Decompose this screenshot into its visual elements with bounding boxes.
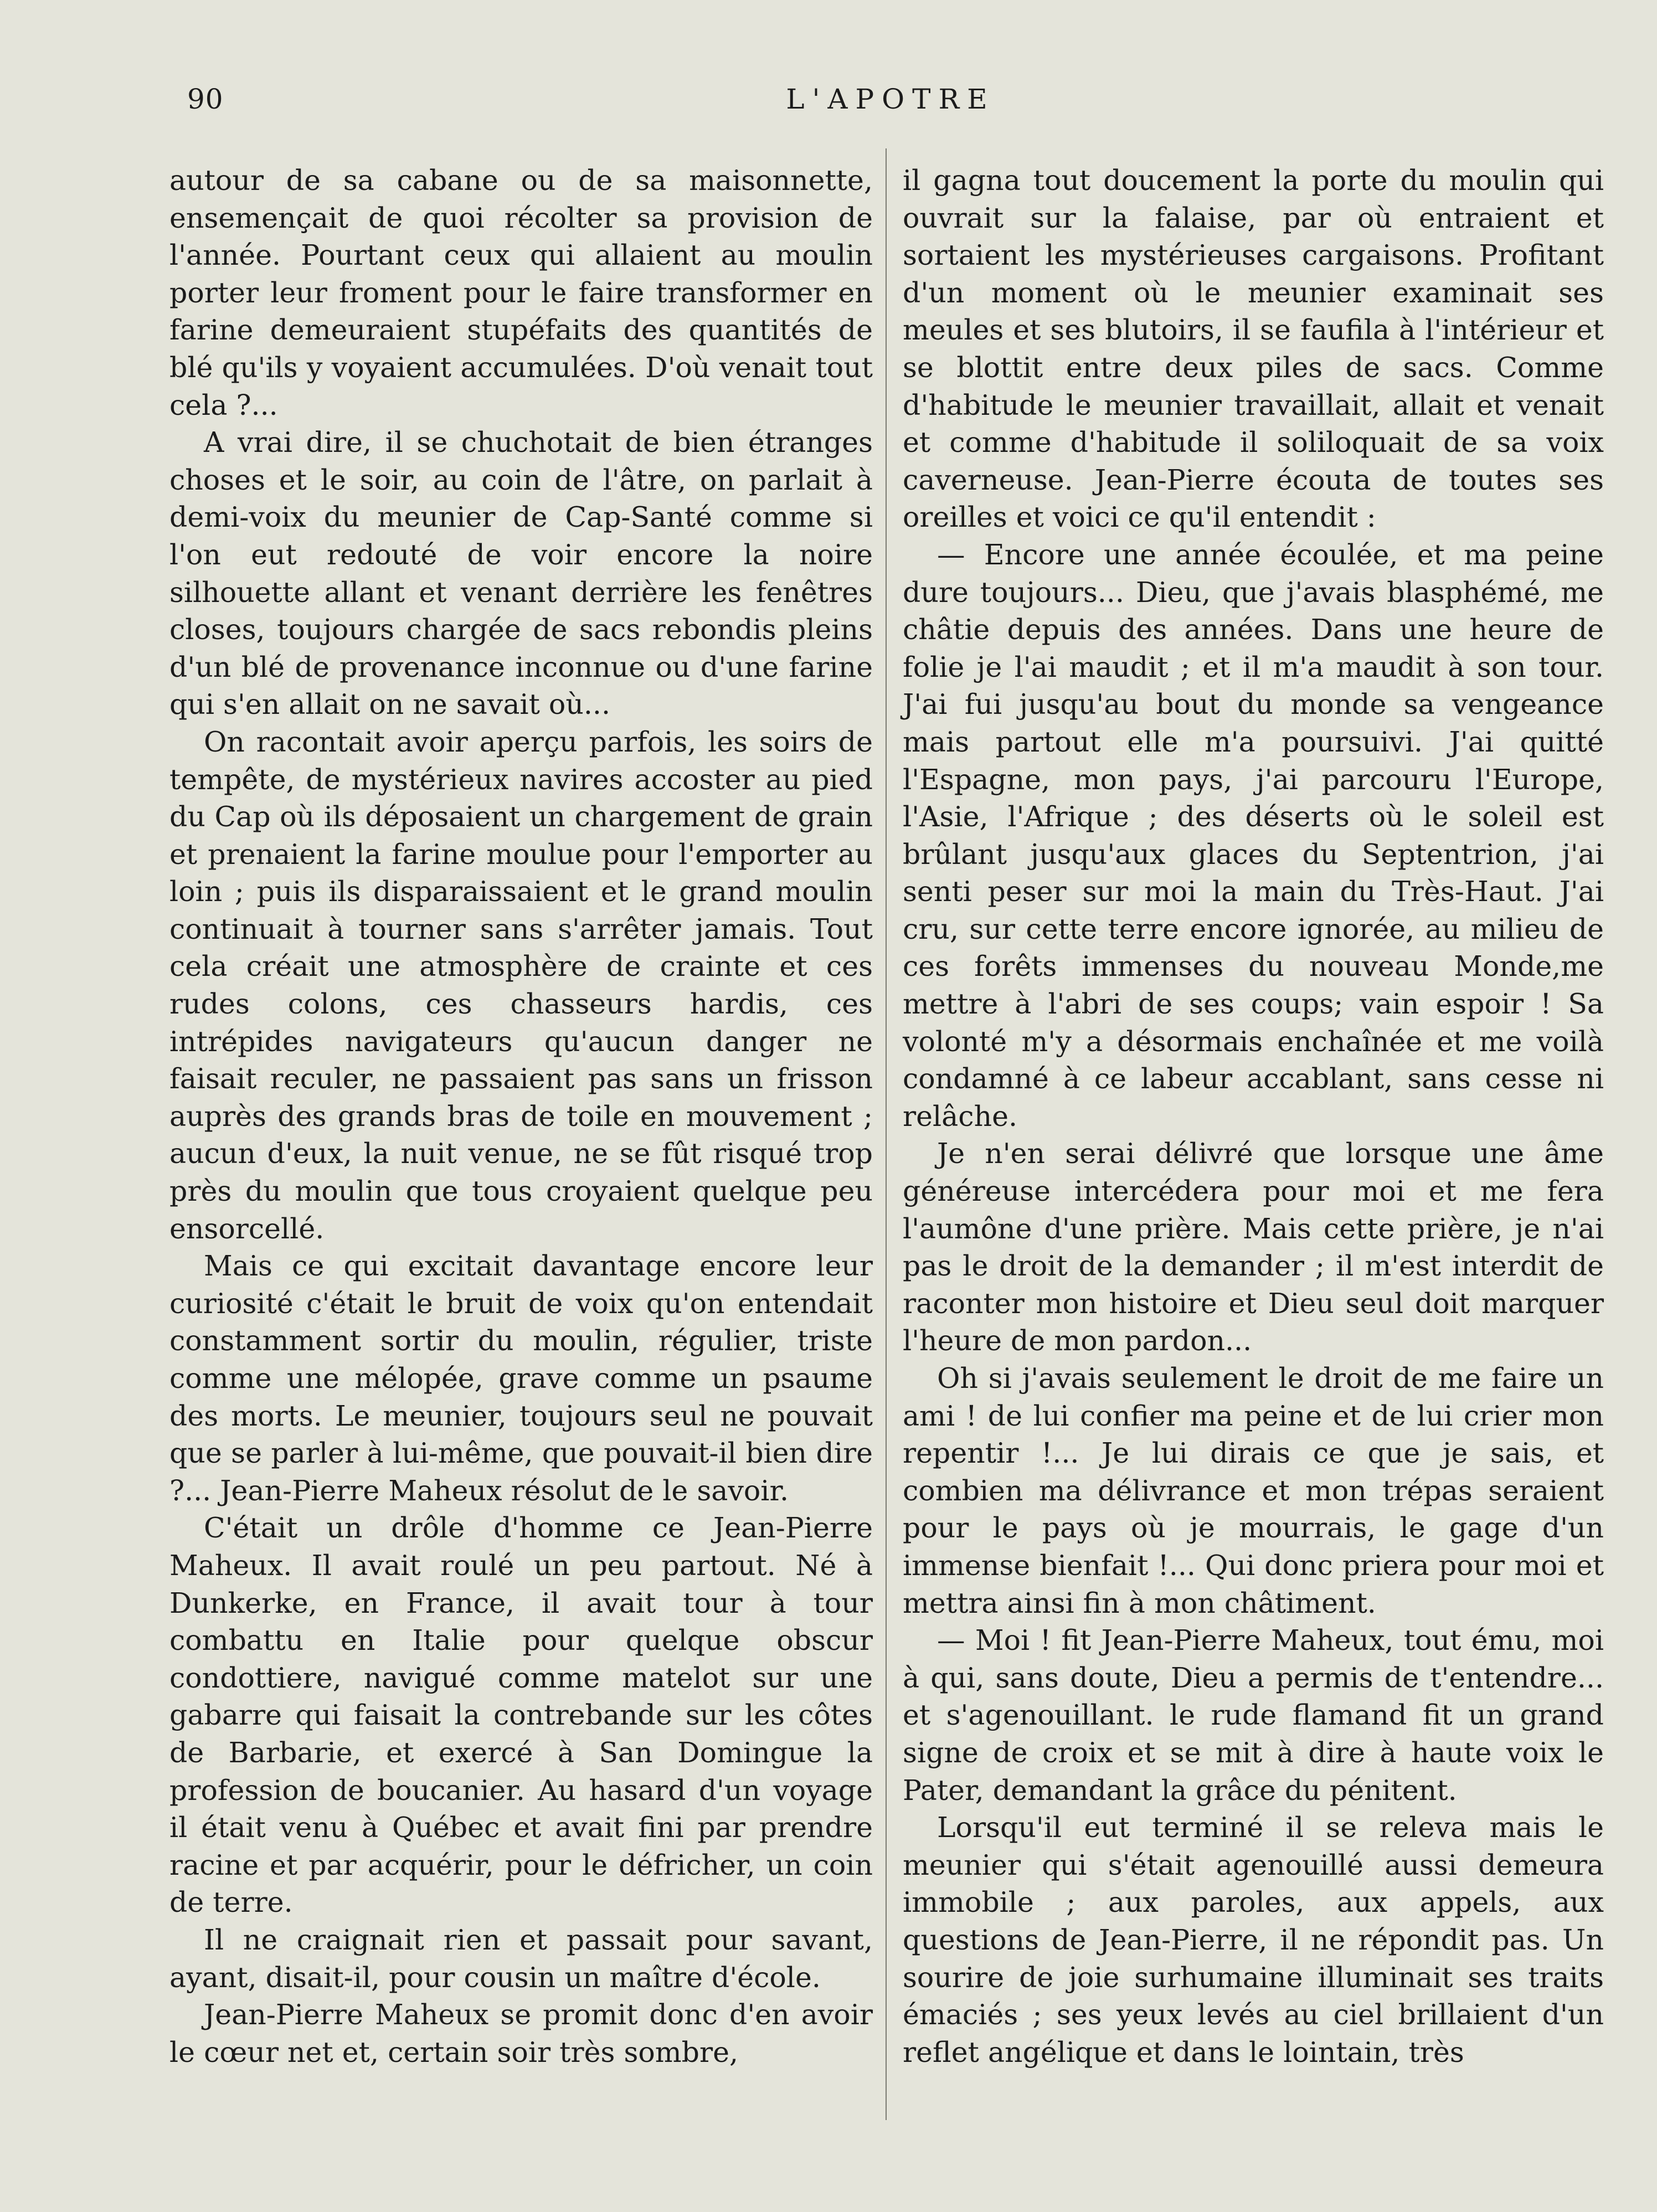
paragraph: Jean-Pierre Maheux se promit donc d'en avoir le cœur net et, certain soir très sombre, xyxy=(169,1998,873,2069)
paragraph: — Moi ! fit Jean-Pierre Maheux, tout ému, moi à qui, sans doute, Dieu a permis de t'entendre... et s'agenouillant. le rude flamand fit un grand signe de croix et se mit à dire à haute voix le Pater, demandant la grâce du pénitent. xyxy=(903,1624,1604,1807)
page-header xyxy=(187,83,1594,127)
left-column xyxy=(169,162,873,2071)
column-divider xyxy=(886,148,887,2120)
page-number: 90 xyxy=(187,83,224,115)
paragraph: A vrai dire, il se chuchotait de bien étranges choses et le soir, au coin de l'âtre, on parlait à demi-voix du meunier de Cap-Santé comme si l'on eut redouté de voir encore la noire silhouette allant et venant derrière les fenêtres closes, toujours chargée de sacs rebondis pleins d'un blé de provenance inconnue ou d'une farine qui s'en allait on ne savait où... xyxy=(169,426,873,721)
paragraph: Lorsqu'il eut terminé il se releva mais le meunier qui s'était agenouillé aussi demeura immobile ; aux paroles, aux appels, aux questions de Jean-Pierre, il ne répondit pas. Un sourire de joie surhumaine illuminait ses traits émaciés ; ses yeux levés au ciel brillaient d'un reflet angélique et dans le lointain, très xyxy=(903,1811,1604,2069)
running-title: L'APOTRE xyxy=(786,83,995,115)
paragraph: Je n'en serai délivré que lorsque une âme généreuse intercédera pour moi et me fera l'aumône d'une prière. Mais cette prière, je n'ai pas le droit de la demander ; il m'est interdit de raconter mon histoire et Dieu seul doit marquer l'heure de mon pardon... xyxy=(903,1137,1604,1357)
paragraph: autour de sa cabane ou de sa maisonnette, ensemençait de quoi récolter sa provision de l'année. Pourtant ceux qui allaient au moulin porter leur froment pour le faire transformer en farine demeuraient stupéfaits des quantités de blé qu'ils y voyaient accumulées. D'où venait tout cela ?... xyxy=(169,164,873,421)
paragraph: Il ne craignait rien et passait pour savant, ayant, disait-il, pour cousin un maître d'école. xyxy=(169,1923,873,1994)
right-column xyxy=(903,162,1604,2071)
paragraph: — Encore une année écoulée, et ma peine dure toujours... Dieu, que j'avais blasphémé, me châtie depuis des années. Dans une heure de folie je l'ai maudit ; et il m'a maudit à son tour. J'ai fui jusqu'au bout du monde sa vengeance mais partout elle m'a poursuivi. J'ai quitté l'Espagne, mon pays, j'ai parcouru l'Europe, l'Asie, l'Afrique ; des déserts où le soleil est brûlant jusqu'aux glaces du Septentrion, j'ai senti peser sur moi la main du Très-Haut. J'ai cru, sur cette terre encore ignorée, au milieu de ces forêts immenses du nouveau Monde,me mettre à l'abri de ses coups; vain espoir ! Sa volonté m'y a désormais enchaînée et me voilà condamné à ce labeur accablant, sans cesse ni relâche. xyxy=(903,538,1604,1133)
paragraph: Mais ce qui excitait davantage encore leur curiosité c'était le bruit de voix qu'on entendait constamment sortir du moulin, régulier, triste comme une mélopée, grave comme un psaume des morts. Le meunier, toujours seul ne pouvait que se parler à lui-même, que pouvait-il bien dire ?... Jean-Pierre Maheux résolut de le savoir. xyxy=(169,1249,873,1507)
paragraph: Oh si j'avais seulement le droit de me faire un ami ! de lui confier ma peine et de lui crier mon repentir !... Je lui dirais ce que je sais, et combien ma délivrance et mon trépas seraient pour le pays où je mourrais, le gage d'un immense bienfait !... Qui donc priera pour moi et mettra ainsi fin à mon châtiment. xyxy=(903,1362,1604,1619)
paragraph: C'était un drôle d'homme ce Jean-Pierre Maheux. Il avait roulé un peu partout. Né à Dunkerke, en France, il avait tour à tour combattu en Italie pour quelque obscur condottiere, navigué comme matelot sur une gabarre qui faisait la contrebande sur les côtes de Barbarie, et exercé à San Domingue la profession de boucanier. Au hasard d'un voyage il était venu à Québec et avait fini par prendre racine et par acquérir, pour le défricher, un coin de terre. xyxy=(169,1511,873,1919)
paragraph: On racontait avoir aperçu parfois, les soirs de tempête, de mystérieux navires accoster au pied du Cap où ils déposaient un chargement de grain et prenaient la farine moulue pour l'emporter au loin ; puis ils disparaissaient et le grand moulin continuait à tourner sans s'arrêter jamais. Tout cela créait une atmosphère de crainte et ces rudes colons, ces chasseurs hardis, ces intrépides navigateurs qu'aucun danger ne faisait reculer, ne passaient pas sans un frisson auprès des grands bras de toile en mouvement ; aucun d'eux, la nuit venue, ne se fût risqué trop près du moulin que tous croyaient quelque peu ensorcellé. xyxy=(169,725,873,1245)
paragraph: il gagna tout doucement la porte du moulin qui ouvrait sur la falaise, par où entraient et sortaient les mystérieuses cargaisons. Profitant d'un moment où le meunier examinait ses meules et ses blutoirs, il se faufila à l'intérieur et se blottit entre deux piles de sacs. Comme d'habitude le meunier travaillait, allait et venait et comme d'habitude il soliloquait de sa voix caverneuse. Jean-Pierre écouta de toutes ses oreilles et voici ce qu'il entendit : xyxy=(903,164,1604,534)
